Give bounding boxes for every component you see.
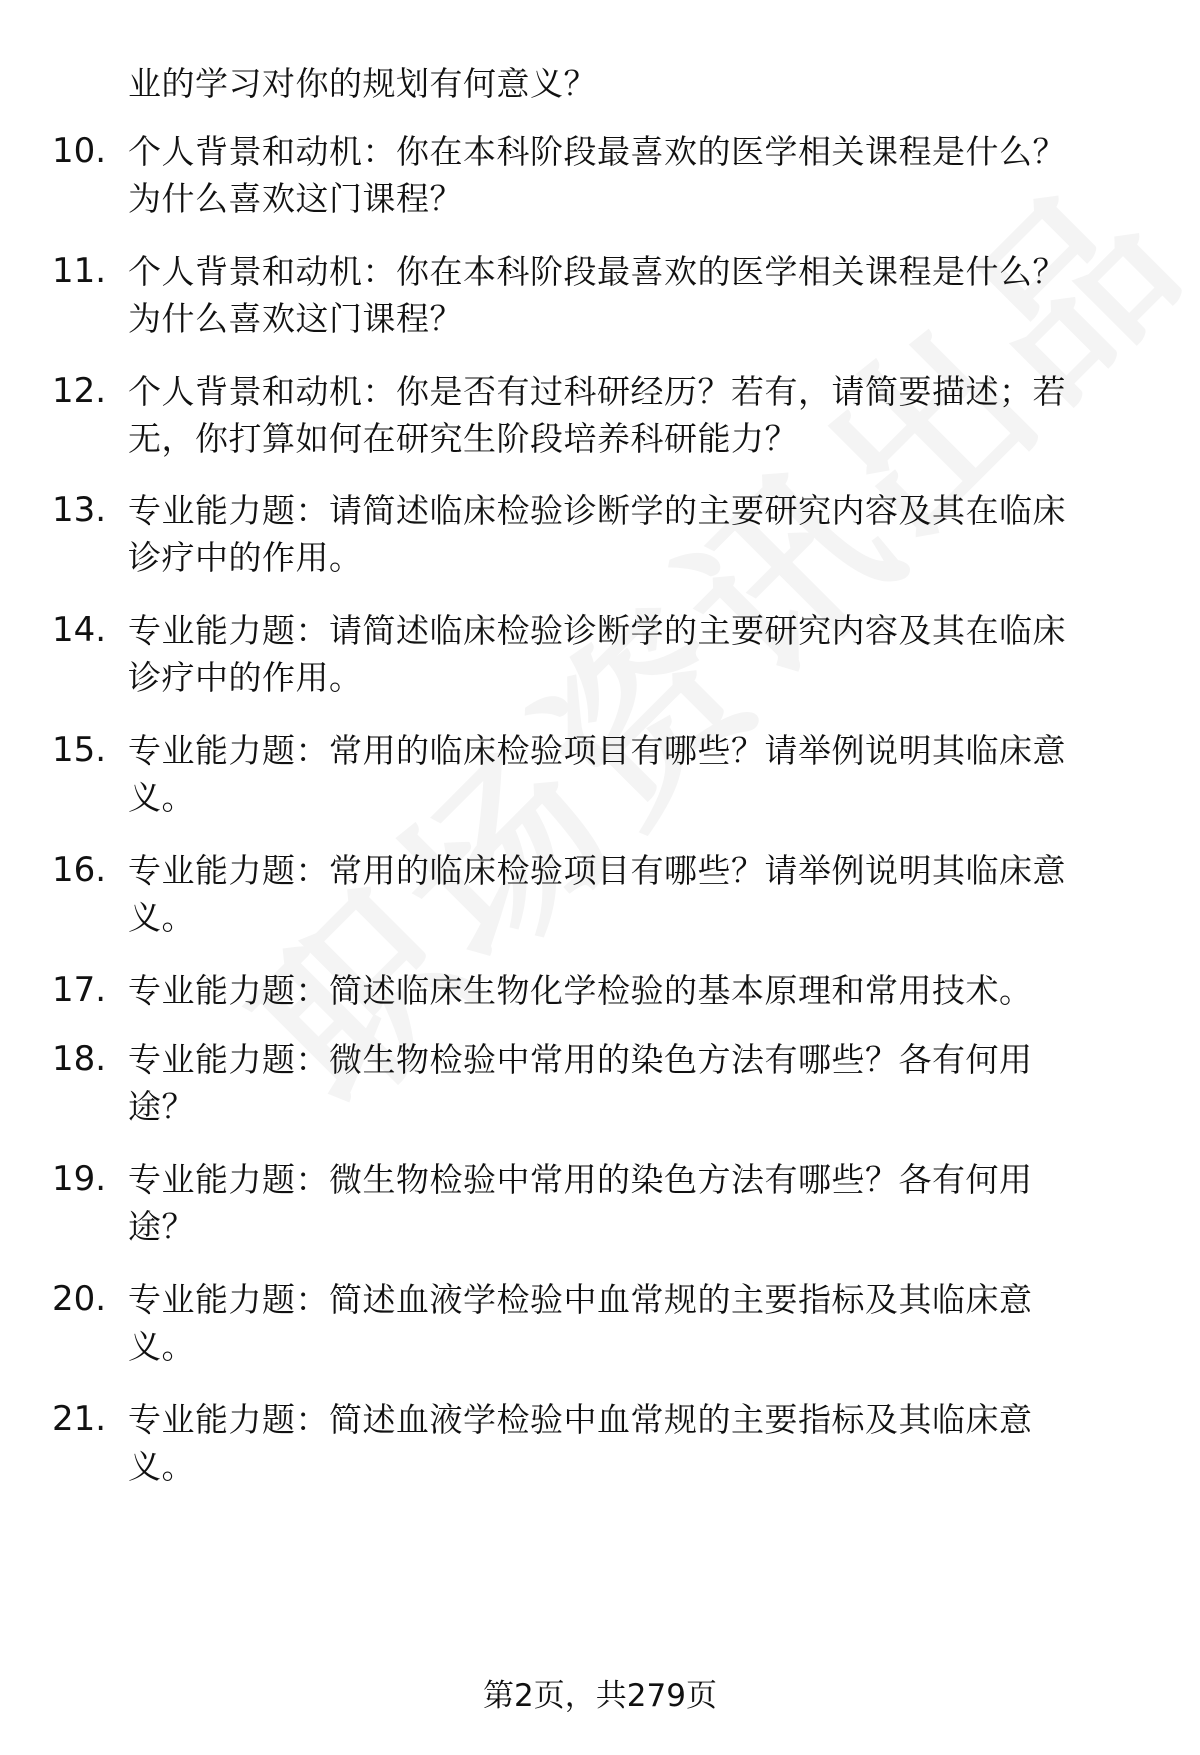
question-text: 业的学习对你的规划有何意义？ (128, 64, 597, 103)
question-text: 专业能力题：简述临床生物化学检验的基本原理和常用技术。 (128, 971, 1033, 1010)
question-number: 10. (52, 131, 107, 171)
page-footer: 第2页，共279页 (483, 1678, 717, 1714)
question-number: 18. (52, 1039, 107, 1079)
question-text: 个人背景和动机：你在本科阶段最喜欢的医学相关课程是什么？ 为什么喜欢这门课程？ (128, 132, 1066, 218)
question-text: 专业能力题：微生物检验中常用的染色方法有哪些？各有何用 途？ (128, 1160, 1033, 1246)
question-number: 11. (52, 251, 107, 291)
question-number: 17. (52, 970, 107, 1010)
question-text: 个人背景和动机：你是否有过科研经历？若有，请简要描述；若 无，你打算如何在研究生阶段培养科研能力？ (128, 372, 1066, 458)
question-number: 21. (52, 1399, 107, 1439)
question-number: 14. (52, 610, 107, 650)
question-number: 20. (52, 1279, 107, 1319)
question-number: 16. (52, 850, 107, 890)
question-text: 专业能力题：请简述临床检验诊断学的主要研究内容及其在临床 诊疗中的作用。 (128, 491, 1066, 577)
question-text: 专业能力题：简述血液学检验中血常规的主要指标及其临床意 义。 (128, 1400, 1033, 1486)
question-number: 12. (52, 371, 107, 411)
question-text: 专业能力题：简述血液学检验中血常规的主要指标及其临床意 义。 (128, 1280, 1033, 1366)
question-text: 专业能力题：请简述临床检验诊断学的主要研究内容及其在临床 诊疗中的作用。 (128, 611, 1066, 697)
question-text: 专业能力题：常用的临床检验项目有哪些？请举例说明其临床意 义。 (128, 731, 1066, 817)
question-number: 13. (52, 490, 107, 530)
question-number: 19. (52, 1159, 107, 1199)
question-number: 15. (52, 730, 107, 770)
question-text: 专业能力题：微生物检验中常用的染色方法有哪些？各有何用 途？ (128, 1040, 1033, 1126)
question-text: 专业能力题：常用的临床检验项目有哪些？请举例说明其临床意 义。 (128, 851, 1066, 937)
question-text: 个人背景和动机：你在本科阶段最喜欢的医学相关课程是什么？ 为什么喜欢这门课程？ (128, 252, 1066, 338)
